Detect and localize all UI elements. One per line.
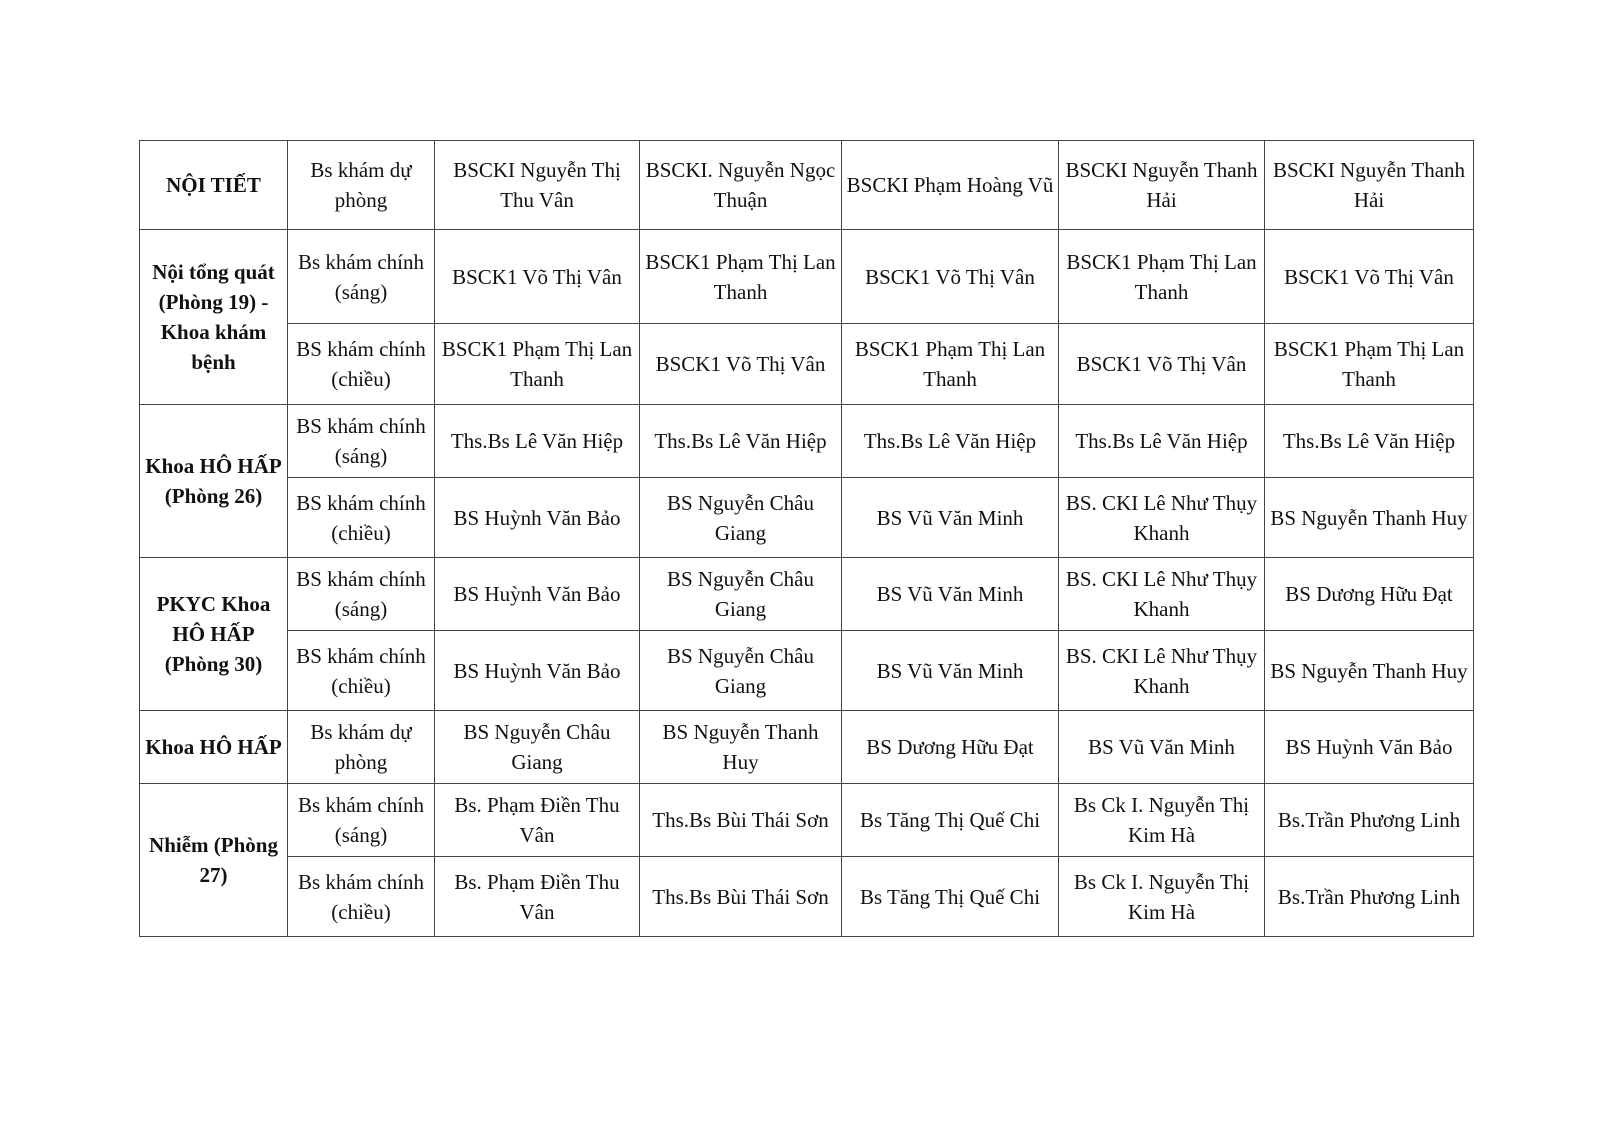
doctor-cell: BSCK1 Võ Thị Vân xyxy=(1059,324,1265,405)
role-cell: Bs khám dự phòng xyxy=(288,711,435,784)
doctor-cell: BSCKI. Nguyễn Ngọc Thuận xyxy=(640,141,842,230)
role-cell: Bs khám chính (sáng) xyxy=(288,784,435,857)
role-cell: BS khám chính (sáng) xyxy=(288,558,435,631)
doctor-cell: BS Nguyễn Thanh Huy xyxy=(640,711,842,784)
doctor-cell: BS Dương Hữu Đạt xyxy=(1265,558,1474,631)
doctor-cell: BSCK1 Phạm Thị Lan Thanh xyxy=(435,324,640,405)
role-cell: BS khám chính (sáng) xyxy=(288,405,435,478)
doctor-cell: Bs Tăng Thị Quế Chi xyxy=(842,857,1059,937)
doctor-cell: Ths.Bs Lê Văn Hiệp xyxy=(435,405,640,478)
doctor-cell: BSCK1 Phạm Thị Lan Thanh xyxy=(640,230,842,324)
department-cell: Nhiễm (Phòng 27) xyxy=(140,784,288,937)
doctor-cell: BS. CKI Lê Như Thụy Khanh xyxy=(1059,478,1265,558)
doctor-cell: Bs Tăng Thị Quế Chi xyxy=(842,784,1059,857)
doctor-cell: BSCKI Nguyễn Thị Thu Vân xyxy=(435,141,640,230)
table-row xyxy=(140,631,1474,711)
table-row xyxy=(140,405,1474,478)
doctor-cell: Bs.Trần Phương Linh xyxy=(1265,784,1474,857)
doctor-cell: Ths.Bs Lê Văn Hiệp xyxy=(842,405,1059,478)
doctor-cell: BSCK1 Võ Thị Vân xyxy=(640,324,842,405)
department-cell: NỘI TIẾT xyxy=(140,141,288,230)
table-row xyxy=(140,141,1474,230)
role-cell: BS khám chính (chiều) xyxy=(288,324,435,405)
doctor-cell: BSCK1 Phạm Thị Lan Thanh xyxy=(1059,230,1265,324)
role-cell: BS khám chính (chiều) xyxy=(288,631,435,711)
doctor-cell: Ths.Bs Lê Văn Hiệp xyxy=(1059,405,1265,478)
doctor-cell: BS Nguyễn Châu Giang xyxy=(640,631,842,711)
doctor-cell: Bs Ck I. Nguyễn Thị Kim Hà xyxy=(1059,784,1265,857)
doctor-cell: BS Vũ Văn Minh xyxy=(842,631,1059,711)
doctor-cell: BS Huỳnh Văn Bảo xyxy=(435,558,640,631)
role-cell: BS khám chính (chiều) xyxy=(288,478,435,558)
doctor-cell: BS Dương Hữu Đạt xyxy=(842,711,1059,784)
doctor-cell: BSCKI Nguyễn Thanh Hải xyxy=(1265,141,1474,230)
doctor-cell: Ths.Bs Lê Văn Hiệp xyxy=(1265,405,1474,478)
doctor-cell: Ths.Bs Bùi Thái Sơn xyxy=(640,857,842,937)
department-cell: Nội tổng quát (Phòng 19) - Khoa khám bệnh xyxy=(140,230,288,405)
doctor-cell: BS Vũ Văn Minh xyxy=(842,478,1059,558)
table-row xyxy=(140,324,1474,405)
doctor-schedule-table xyxy=(139,140,1474,937)
doctor-cell: Bs. Phạm Điền Thu Vân xyxy=(435,784,640,857)
doctor-cell: BSCKI Phạm Hoàng Vũ xyxy=(842,141,1059,230)
doctor-cell: BSCK1 Phạm Thị Lan Thanh xyxy=(842,324,1059,405)
doctor-cell: BS Nguyễn Châu Giang xyxy=(435,711,640,784)
role-cell: Bs khám chính (sáng) xyxy=(288,230,435,324)
table-row xyxy=(140,558,1474,631)
doctor-cell: BS Huỳnh Văn Bảo xyxy=(435,478,640,558)
doctor-cell: Ths.Bs Bùi Thái Sơn xyxy=(640,784,842,857)
department-cell: PKYC Khoa HÔ HẤP (Phòng 30) xyxy=(140,558,288,711)
table-row xyxy=(140,478,1474,558)
doctor-cell: BSCK1 Phạm Thị Lan Thanh xyxy=(1265,324,1474,405)
table-row xyxy=(140,784,1474,857)
doctor-cell: BS. CKI Lê Như Thụy Khanh xyxy=(1059,558,1265,631)
doctor-cell: BS Nguyễn Châu Giang xyxy=(640,478,842,558)
doctor-cell: BS Nguyễn Thanh Huy xyxy=(1265,631,1474,711)
doctor-cell: BS Huỳnh Văn Bảo xyxy=(1265,711,1474,784)
doctor-cell: BS Huỳnh Văn Bảo xyxy=(435,631,640,711)
table-row xyxy=(140,230,1474,324)
doctor-cell: BSCK1 Võ Thị Vân xyxy=(435,230,640,324)
role-cell: Bs khám chính (chiều) xyxy=(288,857,435,937)
doctor-cell: BSCK1 Võ Thị Vân xyxy=(1265,230,1474,324)
doctor-cell: BS Vũ Văn Minh xyxy=(842,558,1059,631)
doctor-cell: Bs. Phạm Điền Thu Vân xyxy=(435,857,640,937)
doctor-cell: BSCKI Nguyễn Thanh Hải xyxy=(1059,141,1265,230)
department-cell: Khoa HÔ HẤP (Phòng 26) xyxy=(140,405,288,558)
department-cell: Khoa HÔ HẤP xyxy=(140,711,288,784)
doctor-cell: BS Vũ Văn Minh xyxy=(1059,711,1265,784)
table-row xyxy=(140,857,1474,937)
doctor-cell: BS Nguyễn Thanh Huy xyxy=(1265,478,1474,558)
doctor-cell: BS Nguyễn Châu Giang xyxy=(640,558,842,631)
doctor-cell: BSCK1 Võ Thị Vân xyxy=(842,230,1059,324)
doctor-cell: Ths.Bs Lê Văn Hiệp xyxy=(640,405,842,478)
doctor-cell: Bs Ck I. Nguyễn Thị Kim Hà xyxy=(1059,857,1265,937)
table-row xyxy=(140,711,1474,784)
role-cell: Bs khám dự phòng xyxy=(288,141,435,230)
doctor-cell: BS. CKI Lê Như Thụy Khanh xyxy=(1059,631,1265,711)
doctor-cell: Bs.Trần Phương Linh xyxy=(1265,857,1474,937)
